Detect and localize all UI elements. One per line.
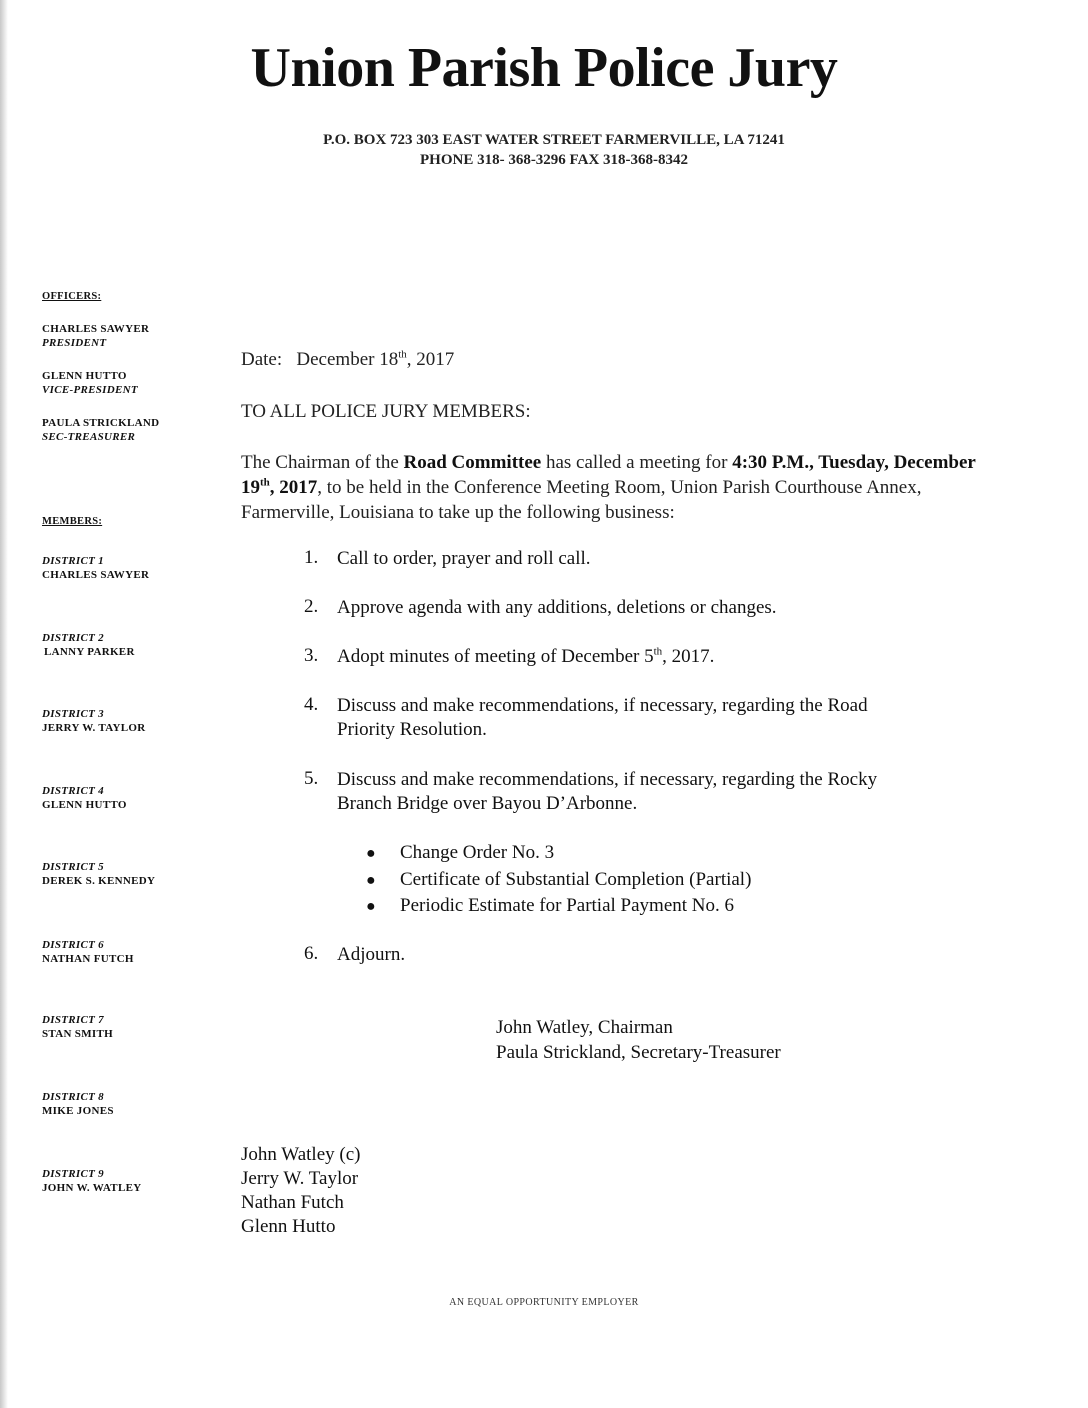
committee-member: Glenn Hutto [241, 1216, 336, 1237]
agenda-item-1-text: Call to order, prayer and roll call. [337, 548, 591, 569]
committee-member: John Watley (c) [241, 1144, 361, 1165]
member-district-8: DISTRICT 8 MIKE JONES [42, 1091, 114, 1117]
signature-chairman: John Watley, Chairman [496, 1017, 673, 1038]
scan-edge-shadow [0, 0, 8, 1408]
member-district-7: DISTRICT 7 STAN SMITH [42, 1014, 113, 1040]
sub-item-certificate: Certificate of Substantial Completion (Partial) [400, 869, 752, 890]
officer-sec-treasurer: PAULA STRICKLAND SEC-TREASURER [42, 417, 160, 443]
sub-item-change-order: Change Order No. 3 [400, 842, 555, 863]
agenda-item-2-text: Approve agenda with any additions, deletions or changes. [337, 597, 777, 618]
agenda-item-3-text: Adopt minutes of meeting of December 5th, 2017. [337, 645, 715, 667]
meeting-time: 4:30 P.M., Tuesday, December 19th, 2017 [241, 452, 976, 498]
bullet-icon: ● [366, 898, 376, 915]
agenda-item-6-number: 6. [304, 943, 319, 964]
officer-vice-president: GLENN HUTTO VICE-PRESIDENT [42, 370, 138, 396]
agenda-item-3-number: 3. [304, 645, 319, 666]
agenda-item-5-number: 5. [304, 768, 319, 789]
agenda-item-6-text: Adjourn. [337, 944, 406, 965]
member-district-2: DISTRICT 2 LANNY PARKER [42, 632, 135, 658]
officers-heading: OFFICERS: [42, 291, 102, 302]
agenda-item-2-number: 2. [304, 596, 319, 617]
committee-name: Road Committee [403, 452, 542, 473]
signature-secretary: Paula Strickland, Secretary-Treasurer [496, 1042, 781, 1063]
footer-equal-opportunity: AN EQUAL OPPORTUNITY EMPLOYER [449, 1297, 639, 1308]
bullet-icon: ● [366, 845, 376, 862]
letterhead-title: Union Parish Police Jury [250, 37, 838, 99]
member-district-4: DISTRICT 4 GLENN HUTTO [42, 785, 127, 811]
sub-item-periodic-estimate: Periodic Estimate for Partial Payment No. 6 [400, 895, 735, 916]
bullet-icon: ● [366, 872, 376, 889]
member-district-5: DISTRICT 5 DEREK S. KENNEDY [42, 861, 156, 887]
committee-member: Jerry W. Taylor [241, 1168, 359, 1189]
letter-date: Date: December 18th, 2017 [241, 348, 455, 370]
agenda-item-4-number: 4. [304, 694, 319, 715]
letterhead-address: P.O. BOX 723 303 EAST WATER STREET FARMERVILLE, LA 71241 [323, 132, 785, 148]
members-heading: MEMBERS: [42, 516, 103, 527]
letter-intro-paragraph: The Chairman of the Road Committee has called a meeting for 4:30 P.M., Tuesday, December 19th, 2017, to be held in the Conference Meeting Room, Union Parish Courthouse Annex, Farmerville, Louisiana to take up the following business: [241, 452, 976, 523]
member-district-1: DISTRICT 1 CHARLES SAWYER [42, 555, 150, 581]
agenda-item-1-number: 1. [304, 547, 319, 568]
officer-president: CHARLES SAWYER PRESIDENT [42, 323, 150, 349]
letter-salutation: TO ALL POLICE JURY MEMBERS: [241, 401, 531, 422]
member-district-6: DISTRICT 6 NATHAN FUTCH [42, 939, 134, 965]
agenda-item-5-text: Discuss and make recommendations, if necessary, regarding the Rocky Branch Bridge over Bayou D’Arbonne. [337, 769, 878, 814]
committee-member: Nathan Futch [241, 1192, 344, 1213]
letterhead-phone: PHONE 318- 368-3296 FAX 318-368-8342 [419, 152, 689, 168]
member-district-3: DISTRICT 3 JERRY W. TAYLOR [42, 708, 146, 734]
agenda-item-4-text: Discuss and make recommendations, if necessary, regarding the Road Priority Resolution. [337, 695, 868, 740]
member-district-9: DISTRICT 9 JOHN W. WATLEY [42, 1168, 142, 1194]
